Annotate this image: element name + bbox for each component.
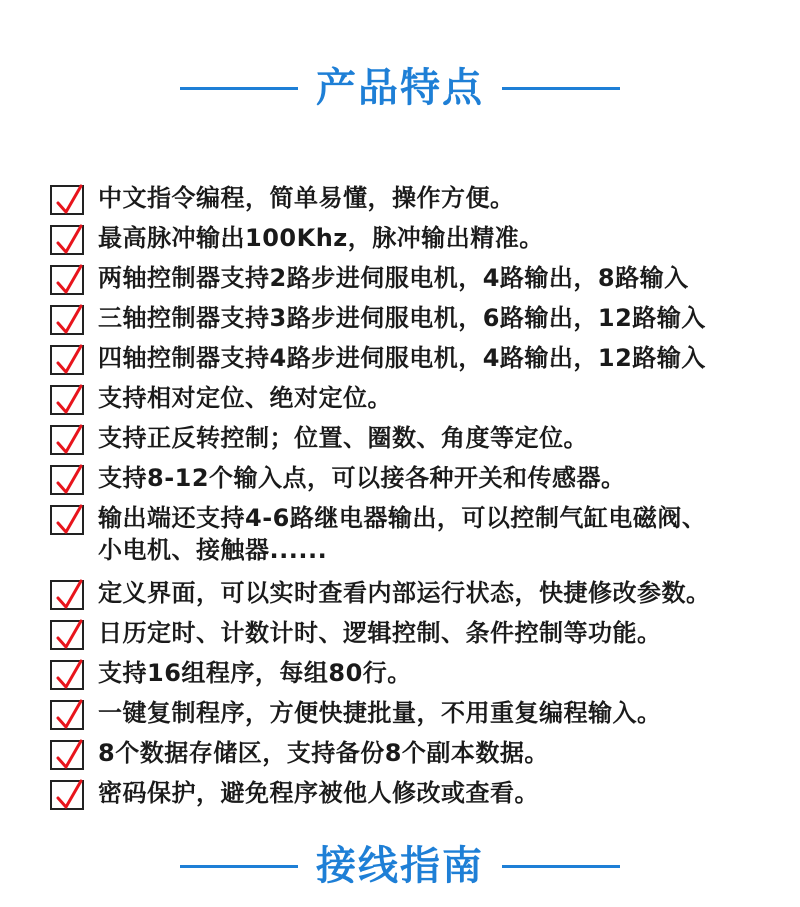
checkbox-checked-icon (50, 385, 84, 415)
feature-text: 日历定时、计数计时、逻辑控制、条件控制等功能。 (98, 619, 662, 647)
section-title-wiring: 接线指南 (316, 843, 484, 889)
feature-text: 支持相对定位、绝对定位。 (98, 384, 392, 412)
checkbox-checked-icon (50, 265, 84, 295)
checkbox-checked-icon (50, 345, 84, 375)
checkbox-checked-icon (50, 580, 84, 610)
feature-text: 两轴控制器支持2路步进伺服电机，4路输出，8路输入 (98, 264, 689, 292)
feature-text: 输出端还支持4-6路继电器输出，可以控制气缸电磁阀、 (98, 504, 707, 532)
feature-text: 8个数据存储区，支持备份8个副本数据。 (98, 739, 549, 767)
feature-text: 支持正反转控制；位置、圈数、角度等定位。 (98, 424, 588, 452)
feature-text: 三轴控制器支持3路步进伺服电机，6路输出，12路输入 (98, 304, 706, 332)
checkbox-checked-icon (50, 620, 84, 650)
checkbox-checked-icon (50, 505, 84, 535)
checkbox-checked-icon (50, 660, 84, 690)
checkbox-checked-icon (50, 425, 84, 455)
feature-text: 最高脉冲输出100Khz，脉冲输出精准。 (98, 224, 544, 252)
feature-text: 支持8-12个输入点，可以接各种开关和传感器。 (98, 464, 626, 492)
checkbox-checked-icon (50, 700, 84, 730)
feature-text: 四轴控制器支持4路步进伺服电机，4路输出，12路输入 (98, 344, 706, 372)
checkbox-checked-icon (50, 305, 84, 335)
section-header-features (0, 58, 800, 118)
feature-text: 支持16组程序，每组80行。 (98, 659, 412, 687)
feature-text: 小电机、接触器...... (98, 536, 328, 564)
header-divider-right (502, 87, 620, 90)
checkbox-checked-icon (50, 780, 84, 810)
feature-text: 定义界面，可以实时查看内部运行状态，快捷修改参数。 (98, 579, 711, 607)
section-title-features: 产品特点 (316, 65, 484, 111)
feature-text: 一键复制程序，方便快捷批量，不用重复编程输入。 (98, 699, 662, 727)
checkbox-checked-icon (50, 185, 84, 215)
header-divider-left (180, 865, 298, 868)
feature-text: 中文指令编程，简单易懂，操作方便。 (98, 184, 515, 212)
header-divider-right (502, 865, 620, 868)
checkbox-checked-icon (50, 740, 84, 770)
checkbox-checked-icon (50, 465, 84, 495)
header-divider-left (180, 87, 298, 90)
checkbox-checked-icon (50, 225, 84, 255)
section-header-wiring (0, 836, 800, 896)
feature-text: 密码保护，避免程序被他人修改或查看。 (98, 779, 539, 807)
